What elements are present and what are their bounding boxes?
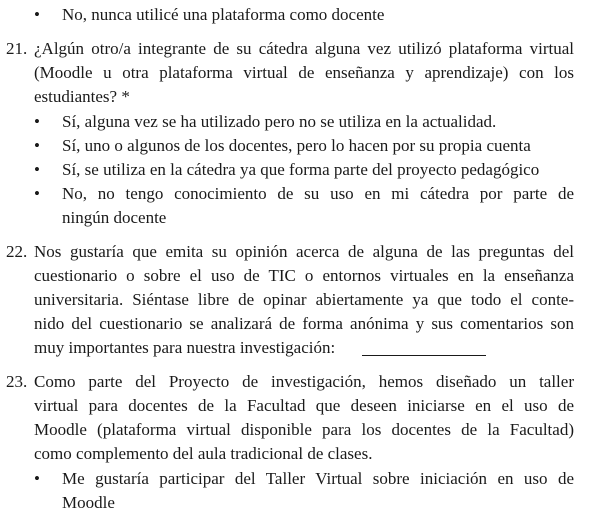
question-22-line-3: universitaria. Siéntase libre de opinar abiertamente ya que todo el conte- [34, 290, 574, 309]
option-q21-2: Sí, uno o algunos de los docentes, pero lo hacen por su propia cuenta [62, 136, 531, 155]
bullet-icon: • [34, 469, 40, 488]
option-q21-4-line-2: ningún docente [62, 208, 167, 227]
answer-blank-line[interactable] [362, 355, 486, 356]
bullet-icon: • [34, 160, 40, 179]
option-q21-4-line-1: No, no tengo conocimiento de su uso en mi cátedra por parte de [62, 184, 574, 203]
option-q20-1-line-1: No, nunca utilicé una plataforma como docente [62, 5, 385, 24]
bullet-icon: • [34, 136, 40, 155]
bullet-icon: • [34, 112, 40, 131]
question-23-line-1: Como parte del Proyecto de investigación, hemos diseñado un taller [34, 372, 574, 391]
option-q21-3: Sí, se utiliza en la cátedra ya que forma parte del proyecto pedagógico [62, 160, 540, 179]
question-21-line-1: ¿Algún otro/a integrante de su cátedra alguna vez utilizó plataforma virtual [34, 39, 574, 58]
question-22-line-2: cuestionario o sobre el uso de TIC o entornos virtuales en la enseñanza [34, 266, 574, 285]
bullet-icon: • [34, 5, 40, 24]
question-23-line-2: virtual para docentes de la Facultad que deseen iniciarse en el uso de [34, 396, 574, 415]
option-q23-1-line-2: Moodle [62, 493, 115, 512]
option-q23-1-line-1: Me gustaría participar del Taller Virtual sobre iniciación en uso de [62, 469, 574, 488]
question-22-line-4: nido del cuestionario se analizará de forma anónima y sus comentarios son [34, 314, 574, 333]
question-23-line-4: como complemento del aula tradicional de clases. [34, 444, 373, 463]
question-22-line-1: Nos gustaría que emita su opinión acerca de alguna de las preguntas del [34, 242, 574, 261]
question-23-line-3: Moodle (plataforma virtual disponible para los docentes de la Facultad) [34, 420, 574, 439]
question-21-line-3: estudiantes? * [34, 87, 130, 106]
question-number: 22. [6, 242, 28, 261]
question-21-line-2: (Moodle u otra plataforma virtual de enseñanza y aprendizaje) con los [34, 63, 574, 82]
question-number: 21. [6, 39, 28, 58]
question-22-line-5: muy importantes para nuestra investigación: [34, 338, 336, 357]
question-number: 23. [6, 372, 28, 391]
option-q21-1: Sí, alguna vez se ha utilizado pero no se utiliza en la actualidad. [62, 112, 497, 131]
bullet-icon: • [34, 184, 40, 203]
